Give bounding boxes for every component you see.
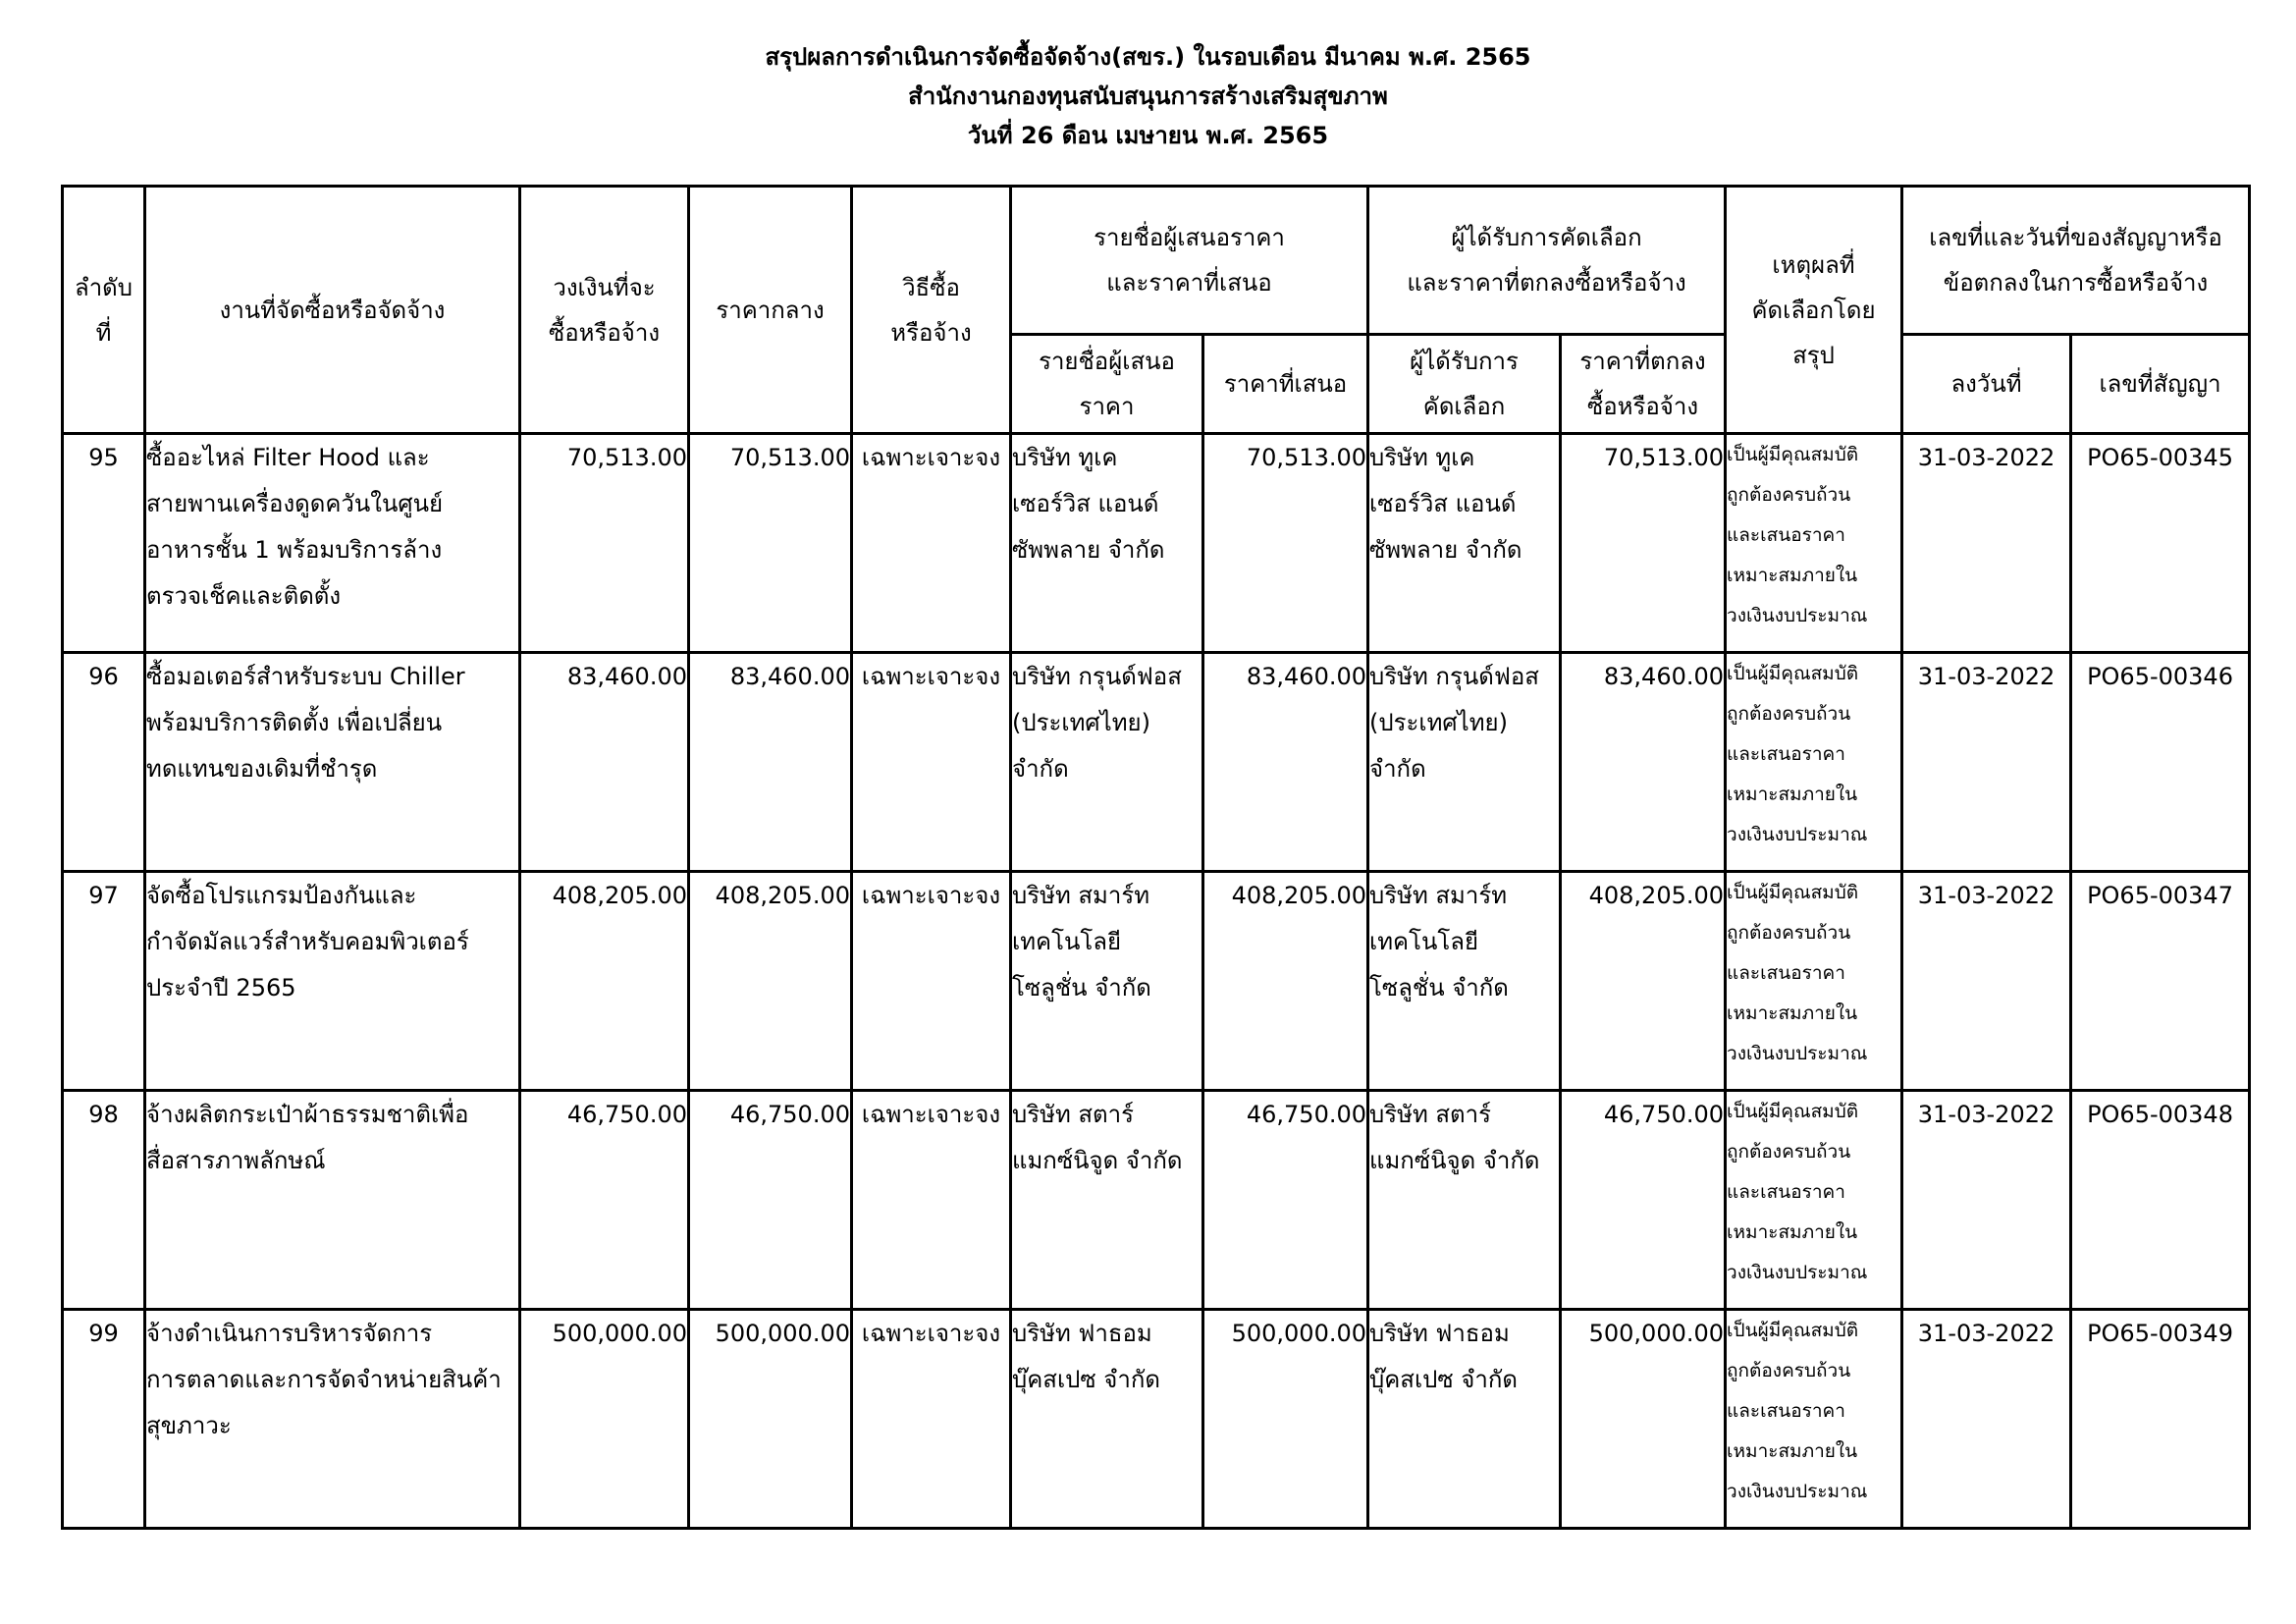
row-date: 31-03-2022 xyxy=(1902,1310,2071,1529)
row-selected: บริษัท สตาร์ แมกซ์นิจูด จำกัด xyxy=(1368,1091,1561,1310)
col-header-agreed-price: ราคาที่ตกลง ซื้อหรือจ้าง xyxy=(1561,335,1726,434)
row-agreed-price: 70,513.00 xyxy=(1561,434,1726,653)
col-header-bid-price: ราคาที่เสนอ xyxy=(1203,335,1368,434)
row-median-price: 408,205.00 xyxy=(689,872,852,1091)
row-budget: 46,750.00 xyxy=(520,1091,689,1310)
row-bidder: บริษัท ฟาธอม บุ๊คสเปซ จำกัด xyxy=(1011,1310,1203,1529)
col-header-contract-group: เลขที่และวันที่ของสัญญาหรือ ข้อตกลงในการซื้อหรือจ้าง xyxy=(1902,187,2250,335)
table-row xyxy=(63,653,2250,872)
col-header-bidders-group: รายชื่อผู้เสนอราคา และราคาที่เสนอ xyxy=(1011,187,1368,335)
table-row xyxy=(63,1091,2250,1310)
row-bid-price: 500,000.00 xyxy=(1203,1310,1368,1529)
row-method: เฉพาะเจาะจง xyxy=(852,653,1011,872)
row-bidder: บริษัท สมาร์ท เทคโนโลยี โซลูชั่น จำกัด xyxy=(1011,872,1203,1091)
row-median-price: 83,460.00 xyxy=(689,653,852,872)
row-agreed-price: 46,750.00 xyxy=(1561,1091,1726,1310)
row-work: จัดซื้อโปรแกรมป้องกันและ กำจัดมัลแวร์สำหรับคอมพิวเตอร์ ประจำปี 2565 xyxy=(145,872,520,1091)
row-bidder: บริษัท กรุนด์ฟอส (ประเทศไทย) จำกัด xyxy=(1011,653,1203,872)
col-header-reason: เหตุผลที่ คัดเลือกโดย สรุป xyxy=(1726,187,1902,434)
row-method: เฉพาะเจาะจง xyxy=(852,1091,1011,1310)
row-work: ซื้ออะไหล่ Filter Hood และ สายพานเครื่องดูดควันในศูนย์ อาหารชั้น 1 พร้อมบริการล้าง ตรวจเช็คและติดตั้ง xyxy=(145,434,520,653)
row-reason: เป็นผู้มีคุณสมบัติ ถูกต้องครบถ้วน และเสนอราคา เหมาะสมภายใน วงเงินงบประมาณ xyxy=(1726,872,1902,1091)
report-title: สรุปผลการดำเนินการจัดซื้อจัดจ้าง(สขร.) ในรอบเดือน มีนาคม พ.ศ. 2565 xyxy=(765,43,1531,71)
row-bid-price: 83,460.00 xyxy=(1203,653,1368,872)
col-header-selected-group: ผู้ได้รับการคัดเลือก และราคาที่ตกลงซื้อหรือจ้าง xyxy=(1368,187,1726,335)
organization-name: สำนักงานกองทุนสนับสนุนการสร้างเสริมสุขภาพ xyxy=(908,82,1388,110)
row-bid-price: 70,513.00 xyxy=(1203,434,1368,653)
row-reason: เป็นผู้มีคุณสมบัติ ถูกต้องครบถ้วน และเสนอราคา เหมาะสมภายใน วงเงินงบประมาณ xyxy=(1726,653,1902,872)
row-budget: 500,000.00 xyxy=(520,1310,689,1529)
row-selected: บริษัท ฟาธอม บุ๊คสเปซ จำกัด xyxy=(1368,1310,1561,1529)
row-bid-price: 408,205.00 xyxy=(1203,872,1368,1091)
col-header-budget: วงเงินที่จะ ซื้อหรือจ้าง xyxy=(520,187,689,434)
row-no: 95 xyxy=(63,434,145,653)
row-selected: บริษัท สมาร์ท เทคโนโลยี โซลูชั่น จำกัด xyxy=(1368,872,1561,1091)
row-median-price: 46,750.00 xyxy=(689,1091,852,1310)
table-row xyxy=(63,872,2250,1091)
col-header-date: ลงวันที่ xyxy=(1902,335,2071,434)
row-agreed-price: 500,000.00 xyxy=(1561,1310,1726,1529)
row-contract-no: PO65-00346 xyxy=(2071,653,2250,872)
col-header-contract-no: เลขที่สัญญา xyxy=(2071,335,2250,434)
row-no: 98 xyxy=(63,1091,145,1310)
row-method: เฉพาะเจาะจง xyxy=(852,1310,1011,1529)
row-bid-price: 46,750.00 xyxy=(1203,1091,1368,1310)
row-contract-no: PO65-00348 xyxy=(2071,1091,2250,1310)
table-row xyxy=(63,434,2250,653)
row-reason: เป็นผู้มีคุณสมบัติ ถูกต้องครบถ้วน และเสนอราคา เหมาะสมภายใน วงเงินงบประมาณ xyxy=(1726,1310,1902,1529)
row-no: 96 xyxy=(63,653,145,872)
col-header-selected-name: ผู้ได้รับการ คัดเลือก xyxy=(1368,335,1561,434)
col-header-bidder-name: รายชื่อผู้เสนอ ราคา xyxy=(1011,335,1203,434)
row-budget: 70,513.00 xyxy=(520,434,689,653)
row-no: 99 xyxy=(63,1310,145,1529)
row-selected: บริษัท กรุนด์ฟอส (ประเทศไทย) จำกัด xyxy=(1368,653,1561,872)
row-budget: 408,205.00 xyxy=(520,872,689,1091)
col-header-median-price: ราคากลาง xyxy=(689,187,852,434)
row-date: 31-03-2022 xyxy=(1902,872,2071,1091)
row-agreed-price: 408,205.00 xyxy=(1561,872,1726,1091)
table-row xyxy=(63,1310,2250,1529)
row-work: จ้างผลิตกระเป๋าผ้าธรรมชาติเพื่อ สื่อสารภาพลักษณ์ xyxy=(145,1091,520,1310)
col-header-work: งานที่จัดซื้อหรือจัดจ้าง xyxy=(145,187,520,434)
row-contract-no: PO65-00345 xyxy=(2071,434,2250,653)
col-header-method: วิธีซื้อ หรือจ้าง xyxy=(852,187,1011,434)
row-reason: เป็นผู้มีคุณสมบัติ ถูกต้องครบถ้วน และเสนอราคา เหมาะสมภายใน วงเงินงบประมาณ xyxy=(1726,1091,1902,1310)
row-selected: บริษัท ทูเค เซอร์วิส แอนด์ ซัพพลาย จำกัด xyxy=(1368,434,1561,653)
row-agreed-price: 83,460.00 xyxy=(1561,653,1726,872)
row-bidder: บริษัท ทูเค เซอร์วิส แอนด์ ซัพพลาย จำกัด xyxy=(1011,434,1203,653)
row-work: จ้างดำเนินการบริหารจัดการ การตลาดและการจัดจำหน่ายสินค้า สุขภาวะ xyxy=(145,1310,520,1529)
row-median-price: 500,000.00 xyxy=(689,1310,852,1529)
row-date: 31-03-2022 xyxy=(1902,1091,2071,1310)
row-reason: เป็นผู้มีคุณสมบัติ ถูกต้องครบถ้วน และเสนอราคา เหมาะสมภายใน วงเงินงบประมาณ xyxy=(1726,434,1902,653)
procurement-table xyxy=(61,185,2251,1530)
row-method: เฉพาะเจาะจง xyxy=(852,872,1011,1091)
report-date: วันที่ 26 ดือน เมษายน พ.ศ. 2565 xyxy=(967,122,1329,149)
row-work: ซื้อมอเตอร์สำหรับระบบ Chiller พร้อมบริการติดตั้ง เพื่อเปลี่ยน ทดแทนของเดิมที่ชำรุด xyxy=(145,653,520,872)
col-header-no: ลำดับ ที่ xyxy=(63,187,145,434)
row-no: 97 xyxy=(63,872,145,1091)
row-method: เฉพาะเจาะจง xyxy=(852,434,1011,653)
row-date: 31-03-2022 xyxy=(1902,653,2071,872)
row-median-price: 70,513.00 xyxy=(689,434,852,653)
row-contract-no: PO65-00347 xyxy=(2071,872,2250,1091)
row-date: 31-03-2022 xyxy=(1902,434,2071,653)
row-bidder: บริษัท สตาร์ แมกซ์นิจูด จำกัด xyxy=(1011,1091,1203,1310)
row-budget: 83,460.00 xyxy=(520,653,689,872)
document-header xyxy=(0,37,2296,155)
row-contract-no: PO65-00349 xyxy=(2071,1310,2250,1529)
